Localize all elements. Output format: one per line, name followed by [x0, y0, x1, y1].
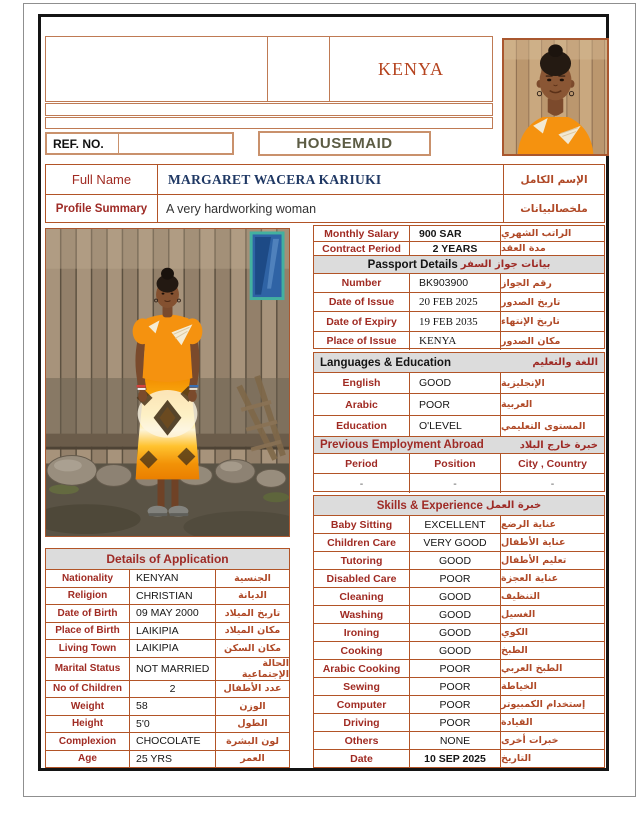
field-label: Religion: [67, 590, 108, 602]
field-value: LAIKIPIA: [129, 640, 216, 657]
field-label-arabic: خبرات أخرى: [501, 735, 559, 746]
profile-summary-row: [46, 195, 604, 222]
field-label: Complexion: [58, 735, 117, 747]
field-value: POOR: [409, 660, 501, 677]
field-label-arabic: الديانة: [238, 590, 267, 602]
table-row: [314, 473, 604, 493]
field-label: English: [342, 377, 381, 389]
table-row: [314, 453, 604, 473]
section-header-row: [314, 436, 604, 453]
table-row: [314, 241, 604, 255]
field-value: VERY GOOD: [409, 534, 501, 551]
header-row-2: [45, 117, 493, 129]
field-label-arabic: العربية: [501, 399, 533, 410]
profile-summary-value-cell: [157, 195, 504, 222]
field-label-arabic: القيادة: [501, 717, 533, 728]
field-label-arabic: تاريخ الميلاد: [224, 607, 281, 619]
field-value: POOR: [409, 696, 501, 713]
field-value: GOOD: [409, 373, 501, 393]
field-label: Cleaning: [339, 590, 384, 603]
empty-value: -: [359, 477, 364, 490]
table-row: [46, 697, 289, 715]
field-value: 10 SEP 2025: [409, 750, 501, 767]
field-label-arabic: عناية الأطفال: [501, 537, 566, 548]
header-row-1: [45, 103, 493, 116]
country-name: KENYA: [378, 58, 444, 79]
full-name-label: Full Name: [71, 172, 132, 187]
field-value: POOR: [409, 394, 501, 415]
table-row: [314, 695, 604, 713]
field-value: KENYA: [409, 332, 501, 350]
field-label-arabic: الطول: [237, 718, 268, 730]
full-name-table: [45, 164, 605, 223]
field-label: Children Care: [327, 536, 396, 549]
field-value: NOT MARRIED: [129, 658, 216, 680]
field-label: Height: [71, 718, 104, 730]
field-value: CHOCOLATE: [129, 733, 216, 750]
field-label-arabic: تاريخ الصدور: [501, 296, 561, 308]
details-title: Details of Application: [106, 552, 229, 566]
field-label-arabic: المستوى التعليمي: [501, 420, 586, 432]
section-header-row: [314, 353, 604, 372]
table-row: [46, 569, 289, 587]
field-label-arabic: رقم الجواز: [501, 277, 552, 289]
field-label-arabic: لون البشرة: [226, 735, 279, 747]
field-label: Date of Birth: [57, 607, 118, 619]
applicant-portrait-photo: [502, 38, 609, 156]
field-label: Arabic Cooking: [322, 662, 401, 675]
field-value: LAIKIPIA: [129, 623, 216, 640]
field-label: Place of Issue: [326, 335, 397, 347]
table-row: [314, 226, 604, 241]
field-label-arabic: الراتب الشهري: [501, 228, 572, 239]
table-row: [314, 641, 604, 659]
table-row: [46, 657, 289, 680]
field-value: NONE: [409, 732, 501, 749]
table-row: [314, 393, 604, 415]
table-row: [314, 273, 604, 292]
full-length-photo-image: [46, 229, 289, 536]
field-label-arabic: تاريخ الإنتهاء: [501, 316, 560, 327]
table-row: [314, 587, 604, 605]
field-value: 2 YEARS: [409, 242, 501, 255]
field-label-arabic: الخياطة: [501, 681, 537, 692]
ref-number-label: REF. NO.: [47, 134, 119, 153]
field-value: KENYAN: [129, 570, 216, 587]
country-cell: [330, 37, 492, 101]
field-label: No of Children: [53, 683, 122, 695]
section-title-arabic: بيانات جواز السفر: [460, 259, 551, 270]
portrait-photo-image: [504, 40, 607, 154]
table-row: [314, 569, 604, 587]
table-row: [46, 715, 289, 733]
field-label: Washing: [339, 608, 384, 621]
field-value: CHRISTIAN: [129, 588, 216, 605]
agency-header-box: [45, 36, 493, 102]
field-label: Monthly Salary: [324, 227, 399, 240]
table-row: [314, 372, 604, 393]
field-label: Nationality: [61, 572, 114, 584]
table-row: [314, 415, 604, 436]
field-value: O'LEVEL: [409, 416, 501, 436]
full-name-row: [46, 165, 604, 195]
section-title: Passport Details: [367, 258, 458, 271]
field-label-arabic: عدد الأطفال: [223, 683, 282, 695]
empty-value: -: [409, 474, 501, 493]
header-middle-cell: [268, 37, 330, 101]
field-label-arabic: عناية العجزة: [501, 573, 559, 584]
field-value: BK903900: [409, 274, 501, 292]
field-value: 900 SAR: [409, 226, 501, 241]
table-row: [314, 311, 604, 331]
field-value: GOOD: [409, 642, 501, 659]
field-label-arabic: عناية الرضع: [501, 519, 556, 530]
field-value: 09 MAY 2000: [129, 605, 216, 622]
field-label-arabic: الطبخ العربي: [501, 663, 563, 674]
table-row: [314, 659, 604, 677]
field-label-arabic: التاريخ: [501, 753, 532, 764]
field-label-arabic: تعليم الأطفال: [501, 555, 567, 566]
field-label-arabic: الإنجليزية: [501, 377, 545, 389]
agency-logo-cell: [46, 37, 268, 101]
empty-value: -: [550, 477, 555, 490]
field-label: Place of Birth: [55, 625, 120, 637]
field-label-arabic: الطبخ: [501, 645, 528, 656]
table-row: [46, 680, 289, 698]
profile-summary-label: Profile Summary: [55, 202, 148, 215]
profile-summary-label-arabic: ملخصالبيانات: [520, 202, 588, 215]
applicant-full-photo: [45, 228, 290, 537]
table-row: [46, 622, 289, 640]
field-label: Disabled Care: [326, 572, 397, 585]
details-of-application-table: [45, 548, 290, 768]
field-label: Ironing: [343, 626, 380, 639]
field-label-arabic: الوزن: [239, 700, 266, 712]
table-row: [46, 639, 289, 657]
field-label-arabic: الغسيل: [501, 609, 536, 620]
field-label: Weight: [70, 700, 105, 712]
field-label: Baby Sitting: [330, 518, 393, 531]
table-row: [46, 587, 289, 605]
column-header: City , Country: [518, 457, 587, 470]
field-value: POOR: [409, 714, 501, 731]
field-label: Living Town: [58, 642, 117, 654]
table-row: [314, 749, 604, 767]
field-label-arabic: التنظيف: [501, 591, 541, 602]
field-value: GOOD: [409, 606, 501, 623]
field-value: POOR: [409, 570, 501, 587]
table-row: [314, 533, 604, 551]
table-row: [314, 731, 604, 749]
section-title: Previous Employment Abroad: [320, 439, 484, 451]
field-value: GOOD: [409, 624, 501, 641]
full-name-label-arabic: الإسم الكامل: [520, 173, 588, 186]
column-header: Position: [409, 454, 501, 473]
field-label-arabic: مدة العقد: [501, 243, 546, 254]
field-label: Cooking: [340, 644, 383, 657]
field-value: 25 YRS: [129, 751, 216, 768]
section-title: Languages & Education: [320, 356, 451, 369]
ref-number-box: [45, 132, 234, 155]
field-label: Number: [341, 277, 382, 289]
section-title-arabic: خبرة خارج البلاد: [519, 439, 598, 451]
full-name-value: MARGARET WACERA KARIUKI: [168, 171, 382, 187]
field-label: Contract Period: [322, 242, 401, 255]
field-label: Tutoring: [340, 554, 383, 567]
field-label: Driving: [343, 716, 380, 729]
table-row: [314, 623, 604, 641]
column-header: Period: [345, 457, 378, 470]
section-header-row: [314, 496, 604, 515]
table-row: [46, 604, 289, 622]
section-header-row: [314, 255, 604, 273]
salary-passport-table: [313, 225, 605, 349]
section-title-arabic: خبرة العمل: [485, 500, 542, 511]
field-label-arabic: العمر: [240, 753, 265, 765]
window: [251, 233, 283, 299]
field-value: GOOD: [409, 588, 501, 605]
field-label: Age: [78, 753, 97, 765]
field-label-arabic: الجنسية: [234, 572, 271, 584]
field-label: Education: [336, 420, 387, 432]
position-title: HOUSEMAID: [296, 135, 393, 152]
table-row: [314, 677, 604, 695]
table-row: [46, 750, 289, 768]
field-label: Others: [344, 734, 379, 747]
table-row: [314, 605, 604, 623]
skills-experience-table: [313, 495, 605, 768]
field-label: Date of Expiry: [326, 315, 397, 328]
field-value: 58: [129, 698, 216, 715]
field-label-arabic: الحالة الإجتماعية: [241, 657, 289, 680]
table-row: [314, 713, 604, 731]
section-title: Skills & Experience: [376, 499, 483, 512]
field-label: Computer: [336, 698, 387, 711]
field-label: Sewing: [343, 680, 380, 693]
table-row: [314, 551, 604, 569]
table-row: [314, 515, 604, 533]
field-value: POOR: [409, 678, 501, 695]
field-label-arabic: إستخدام الكمبيوتر: [501, 699, 586, 710]
section-title-arabic: اللغة والتعليم: [532, 357, 598, 368]
details-title-row: [46, 549, 289, 569]
field-value: 2: [129, 681, 216, 698]
field-value: 5'0: [129, 716, 216, 733]
table-row: [314, 331, 604, 350]
field-label-arabic: الكوي: [501, 627, 529, 638]
field-value: 19 FEB 2035: [409, 312, 501, 331]
field-label-arabic: مكان الميلاد: [224, 625, 281, 637]
full-name-value-cell: [157, 165, 504, 194]
field-value: EXCELLENT: [409, 516, 501, 533]
field-label: Arabic: [345, 398, 378, 411]
profile-summary-value: A very hardworking woman: [166, 201, 317, 216]
languages-employment-table: [313, 352, 605, 492]
field-label: Date: [350, 752, 373, 765]
position-title-box: [258, 131, 431, 156]
ref-number-field: [119, 134, 232, 153]
field-label-arabic: مكان السكن: [224, 642, 281, 654]
field-value: 20 FEB 2025: [409, 293, 501, 311]
field-label-arabic: مكان الصدور: [501, 335, 561, 347]
table-row: [46, 732, 289, 750]
field-label: Marital Status: [54, 663, 121, 674]
table-row: [314, 292, 604, 311]
field-value: GOOD: [409, 552, 501, 569]
field-label: Date of Issue: [328, 296, 395, 308]
